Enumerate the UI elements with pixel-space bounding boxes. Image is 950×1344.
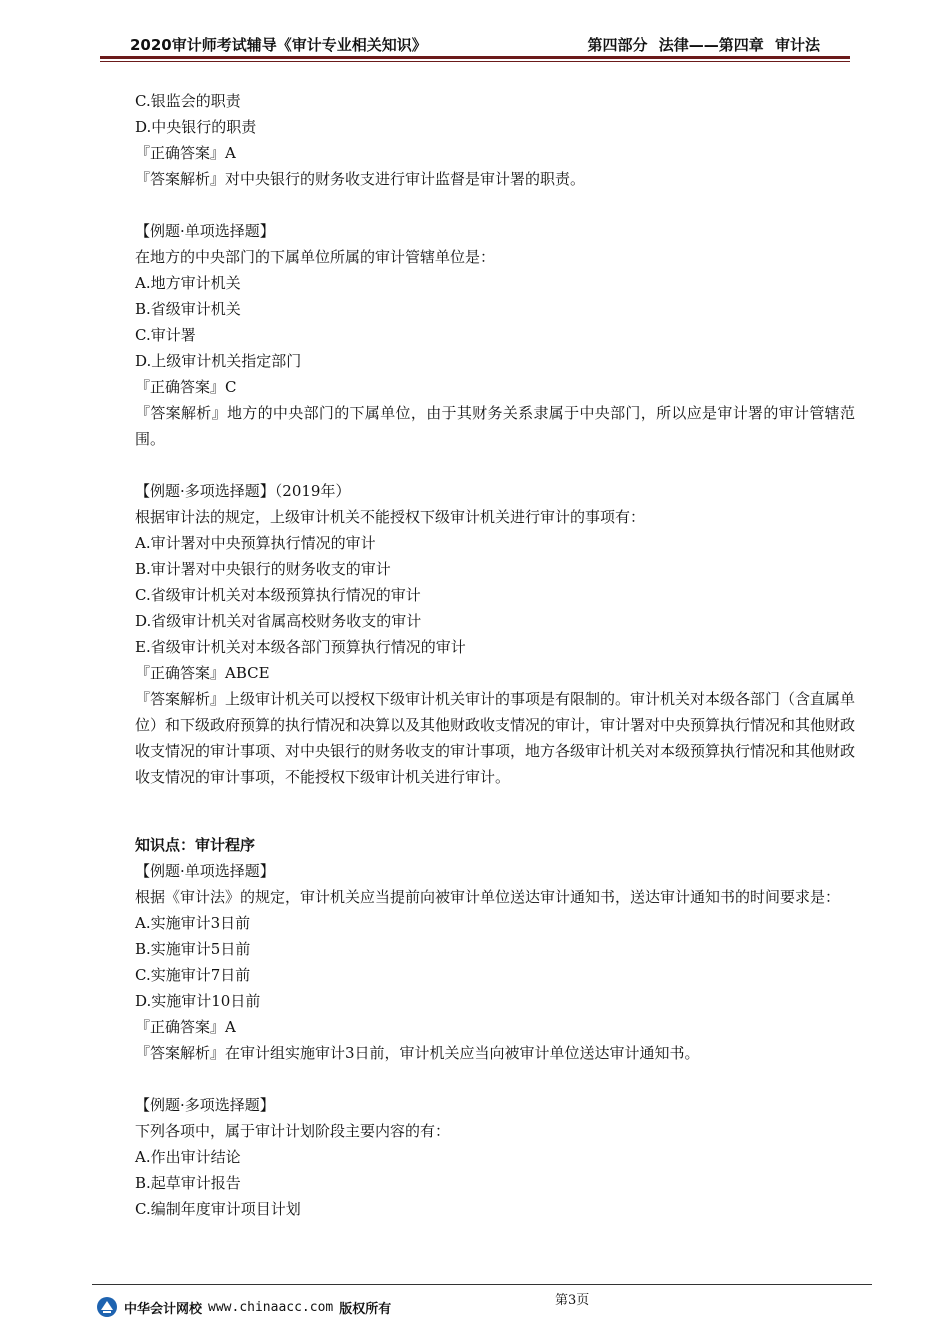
option-b: B.省级审计机关 xyxy=(135,300,241,318)
footer-rights: 版权所有 xyxy=(339,1301,392,1317)
header-title: 2020审计师考试辅导《审计专业相关知识》 xyxy=(130,36,427,54)
option-b: B.起草审计报告 xyxy=(135,1174,241,1192)
answer-analysis: 『答案解析』地方的中央部门的下属单位，由于其财务关系隶属于中央部门，所以应是审计署的审计管辖范围。 xyxy=(135,404,855,448)
option-a: A.实施审计3日前 xyxy=(135,914,251,932)
footer-rule xyxy=(92,1284,872,1285)
option-d: D.实施审计10日前 xyxy=(135,992,261,1010)
correct-answer: 『正确答案』A xyxy=(135,1018,236,1036)
page-number: 第3页 xyxy=(555,1293,590,1308)
option-d: D.省级审计机关对省属高校财务收支的审计 xyxy=(135,612,422,630)
option-c: C.省级审计机关对本级预算执行情况的审计 xyxy=(135,586,421,604)
option-b: B.实施审计5日前 xyxy=(135,940,251,958)
question-text: 根据审计法的规定，上级审计机关不能授权下级审计机关进行审计的事项有： xyxy=(135,508,646,526)
page-header xyxy=(100,34,850,56)
header-rule-thick xyxy=(100,56,850,59)
section-heading: 知识点：审计程序 xyxy=(135,836,256,854)
option-c: C.银监会的职责 xyxy=(135,92,241,110)
page-footer xyxy=(96,1294,391,1320)
question-text: 根据《审计法》的规定，审计机关应当提前向被审计单位送达审计通知书，送达审计通知书的时间要求是： xyxy=(135,888,841,906)
document-body xyxy=(135,88,855,1222)
header-chapter: 第四部分 法律——第四章 审计法 xyxy=(587,36,820,54)
option-b: B.审计署对中央银行的财务收支的审计 xyxy=(135,560,391,578)
chinaacc-logo-icon xyxy=(96,1296,118,1318)
option-a: A.地方审计机关 xyxy=(135,274,241,292)
footer-brand: 中华会计网校 xyxy=(124,1301,203,1317)
option-c: C.审计署 xyxy=(135,326,196,344)
answer-analysis: 『答案解析』在审计组实施审计3日前，审计机关应当向被审计单位送达审计通知书。 xyxy=(135,1044,700,1062)
question-title: 【例题·单项选择题】 xyxy=(135,222,275,240)
header-rule-thin xyxy=(100,61,850,62)
footer-url[interactable]: www.chinaacc.com xyxy=(208,1299,334,1315)
correct-answer: 『正确答案』ABCE xyxy=(135,664,270,682)
question-title: 【例题·单项选择题】 xyxy=(135,862,275,880)
question-text: 下列各项中，属于审计计划阶段主要内容的有： xyxy=(135,1122,451,1140)
question-text: 在地方的中央部门的下属单位所属的审计管辖单位是： xyxy=(135,248,496,266)
option-d: D.中央银行的职责 xyxy=(135,118,257,136)
question-title: 【例题·多项选择题】（2019年） xyxy=(135,482,351,500)
question-title: 【例题·多项选择题】 xyxy=(135,1096,275,1114)
option-c: C.实施审计7日前 xyxy=(135,966,251,984)
answer-analysis: 『答案解析』上级审计机关可以授权下级审计机关审计的事项是有限制的。审计机关对本级各部门（含直属单位）和下级政府预算的执行情况和决算以及其他财政收支情况的审计，审计署对中央预算执行情况和其他财政收支情况的审计事项、对中央银行的财务收支的审计事项，地方各级审计机关对本级预算执行情况和其他财政收支情况的审计事项，不能授权下级审计机关进行审计。 xyxy=(135,690,856,786)
option-a: A.审计署对中央预算执行情况的审计 xyxy=(135,534,376,552)
option-c: C.编制年度审计项目计划 xyxy=(135,1200,301,1218)
answer-analysis: 『答案解析』对中央银行的财务收支进行审计监督是审计署的职责。 xyxy=(135,170,586,188)
option-e: E.省级审计机关对本级各部门预算执行情况的审计 xyxy=(135,638,466,656)
option-a: A.作出审计结论 xyxy=(135,1148,241,1166)
correct-answer: 『正确答案』A xyxy=(135,144,236,162)
option-d: D.上级审计机关指定部门 xyxy=(135,352,302,370)
correct-answer: 『正确答案』C xyxy=(135,378,237,396)
